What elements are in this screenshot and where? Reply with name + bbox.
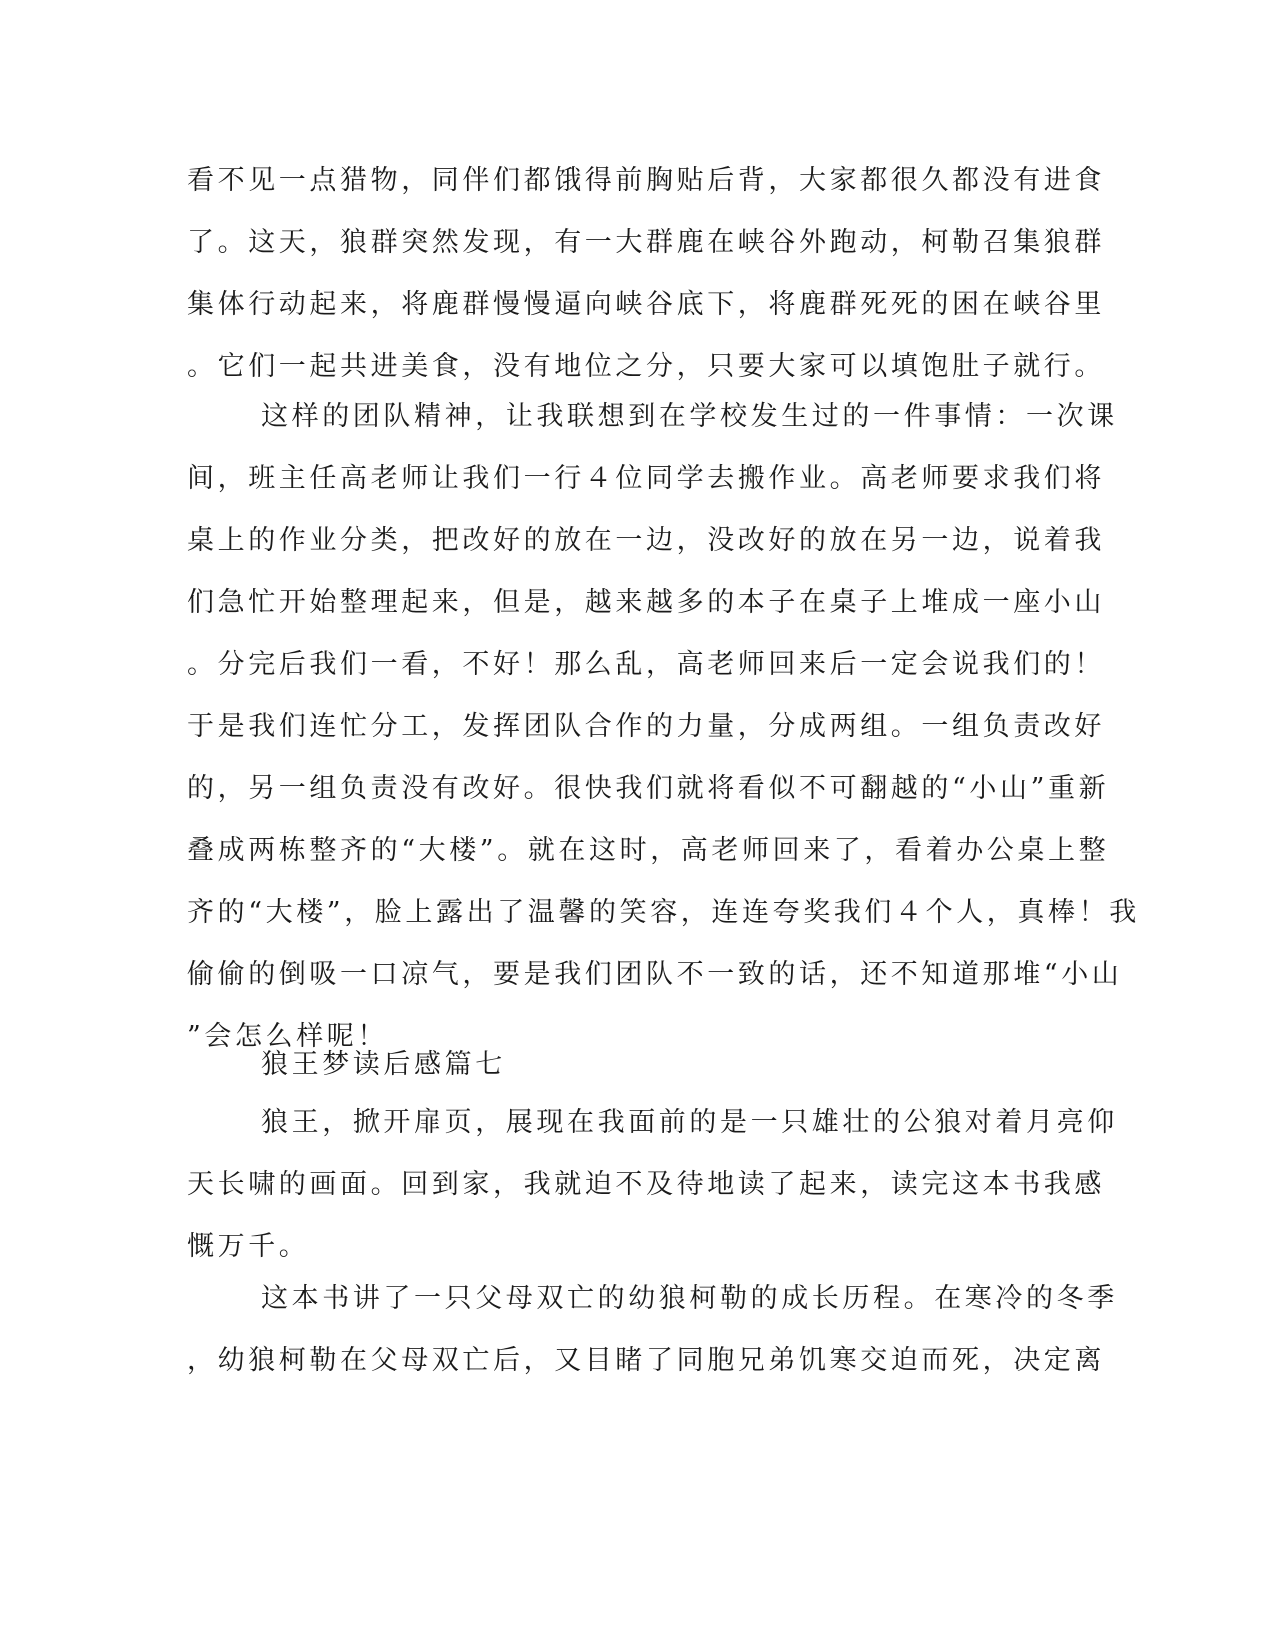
paragraph-1-line-4: 。它们一起共进美食，没有地位之分，只要大家可以填饱肚子就行。 bbox=[187, 351, 1105, 382]
paragraph-2 bbox=[187, 386, 1140, 1068]
paragraph-2-line-6: 于是我们连忙分工，发挥团队合作的力量，分成两组。一组负责改好 bbox=[187, 711, 1105, 742]
paragraph-2-line-5: 。分完后我们一看，不好！那么乱，高老师回来后一定会说我们的！ bbox=[187, 649, 1105, 680]
paragraph-2-line-4: 们急忙开始整理起来，但是，越来越多的本子在桌子上堆成一座小山 bbox=[187, 587, 1105, 618]
paragraph-1 bbox=[187, 150, 1105, 398]
paragraph-2-line-2: 间，班主任高老师让我们一行４位同学去搬作业。高老师要求我们将 bbox=[187, 463, 1105, 494]
paragraph-4-line-2: ，幼狼柯勒在父母双亡后，又目睹了同胞兄弟饥寒交迫而死，决定离 bbox=[187, 1345, 1105, 1376]
section-heading bbox=[187, 1034, 1087, 1096]
paragraph-2-line-8: 叠成两栋整齐的“大楼”。就在这时，高老师回来了，看着办公桌上整 bbox=[187, 835, 1110, 866]
paragraph-3 bbox=[187, 1092, 1118, 1278]
paragraph-2-line-1: 这样的团队精神，让我联想到在学校发生过的一件事情：一次课 bbox=[261, 401, 1118, 432]
paragraph-2-line-11: ”会怎么样呢！ bbox=[187, 1021, 389, 1052]
paragraph-4-line-1: 这本书讲了一只父母双亡的幼狼柯勒的成长历程。在寒冷的冬季 bbox=[261, 1283, 1118, 1314]
paragraph-2-line-3: 桌上的作业分类，把改好的放在一边，没改好的放在另一边，说着我 bbox=[187, 525, 1105, 556]
paragraph-2-line-10: 偷偷的倒吸一口凉气，要是我们团队不一致的话，还不知道那堆“小山 bbox=[187, 959, 1123, 990]
paragraph-3-line-2: 天长啸的画面。回到家，我就迫不及待地读了起来，读完这本书我感 bbox=[187, 1169, 1105, 1200]
paragraph-1-line-1: 看不见一点猎物，同伴们都饿得前胸贴后背，大家都很久都没有进食 bbox=[187, 165, 1105, 196]
paragraph-3-line-3: 慨万千。 bbox=[187, 1231, 310, 1262]
section-heading-text: 狼王梦读后感篇七 bbox=[261, 1049, 506, 1080]
paragraph-3-line-1: 狼王，掀开扉页，展现在我面前的是一只雄壮的公狼对着月亮仰 bbox=[261, 1107, 1118, 1138]
paragraph-2-line-9: 齐的“大楼”，脸上露出了温馨的笑容，连连夸奖我们４个人，真棒！我 bbox=[187, 897, 1140, 928]
paragraph-2-line-7: 的，另一组负责没有改好。很快我们就将看似不可翻越的“小山”重新 bbox=[187, 773, 1110, 804]
paragraph-1-line-3: 集体行动起来，将鹿群慢慢逼向峡谷底下，将鹿群死死的困在峡谷里 bbox=[187, 289, 1105, 320]
paragraph-4 bbox=[187, 1268, 1118, 1392]
paragraph-1-line-2: 了。这天，狼群突然发现，有一大群鹿在峡谷外跑动，柯勒召集狼群 bbox=[187, 227, 1105, 258]
